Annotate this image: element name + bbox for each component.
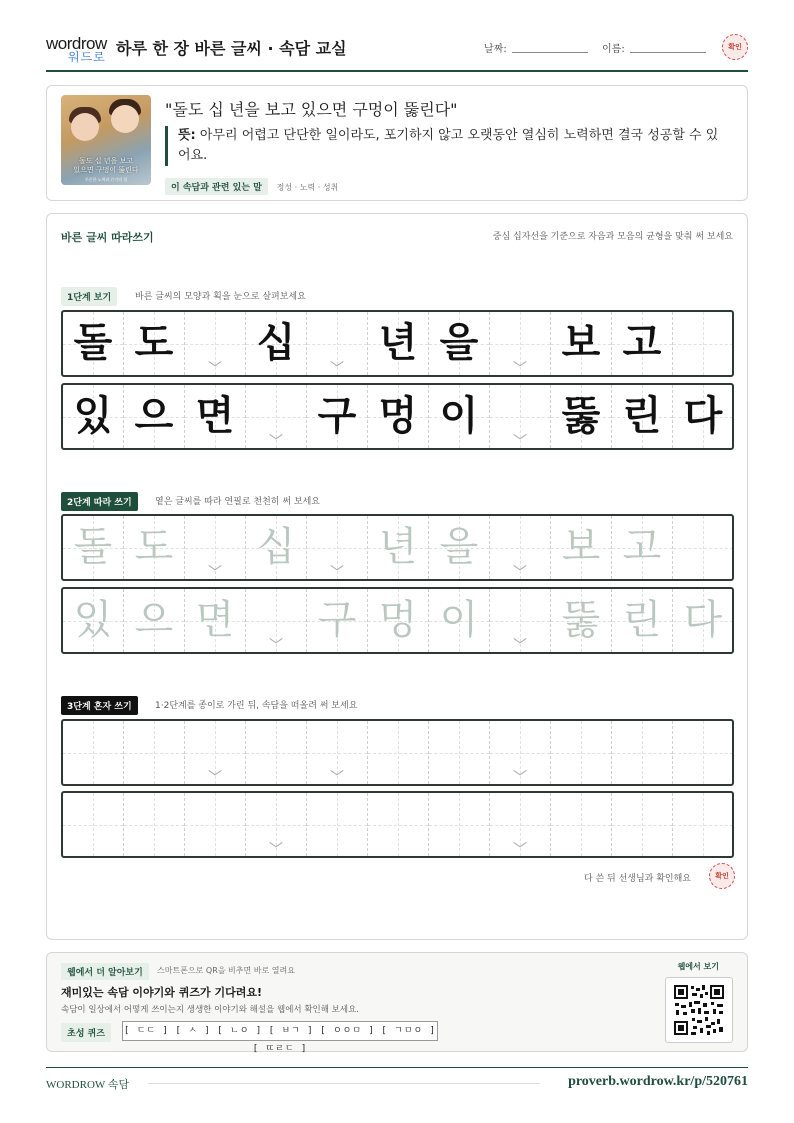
grid-cell[interactable]: [246, 589, 307, 652]
trace-character: 구: [317, 597, 357, 643]
date-label: 날짜:: [484, 44, 507, 55]
space-mark-icon: [331, 565, 343, 573]
model-character: 뚫: [561, 393, 601, 439]
grid-cell[interactable]: [673, 589, 734, 652]
grid-cell[interactable]: [307, 721, 368, 784]
grid-cell: [551, 385, 612, 448]
grid-cell[interactable]: [368, 516, 429, 579]
space-mark-icon: [514, 565, 526, 573]
grid-cell: [490, 312, 551, 375]
model-character: 보: [561, 320, 601, 366]
footer-rule: [148, 1083, 540, 1084]
model-character: 면: [195, 393, 235, 439]
grid-cell[interactable]: [673, 516, 734, 579]
logo-subtext: 워드로: [68, 50, 106, 64]
step1-desc: 바른 글씨의 모양과 획을 눈으로 살펴보세요: [135, 292, 306, 302]
grid-cell[interactable]: [124, 793, 185, 856]
grid-cell[interactable]: [307, 589, 368, 652]
proverb-illustration: [61, 95, 151, 185]
trace-character: 년: [378, 524, 418, 570]
model-character: 으: [134, 393, 174, 439]
footer-url[interactable]: proverb.wordrow.kr/p/520761: [568, 1074, 748, 1089]
grid-cell[interactable]: [429, 516, 490, 579]
grid-cell[interactable]: [551, 589, 612, 652]
space-mark-icon: [270, 842, 282, 850]
check-note: 다 쓴 뒤 선생님과 확인해요: [583, 874, 691, 884]
model-character: 고: [622, 320, 662, 366]
model-character: 구: [317, 393, 357, 439]
practice-panel: [46, 213, 748, 940]
step1-row-1: [61, 310, 734, 377]
trace-character: 면: [195, 597, 235, 643]
space-mark-icon: [514, 434, 526, 442]
model-character: 린: [622, 393, 662, 439]
practice-note: 중심 십자선을 기준으로 자음과 모음의 균형을 맞춰 써 보세요: [492, 232, 733, 242]
trace-character: 을: [439, 524, 479, 570]
grid-cell: [246, 312, 307, 375]
grid-cell: [124, 312, 185, 375]
grid-cell: [368, 385, 429, 448]
grid-cell: [185, 385, 246, 448]
grid-cell[interactable]: [63, 793, 124, 856]
step1-tag: 1단계 보기: [61, 287, 117, 306]
grid-cell[interactable]: [673, 721, 734, 784]
space-mark-icon: [331, 770, 343, 778]
step3-row-2[interactable]: [61, 791, 734, 858]
teacher-stamp: 확인: [709, 863, 735, 889]
grid-cell[interactable]: [246, 793, 307, 856]
grid-cell: [124, 385, 185, 448]
proverb-card: [46, 85, 748, 201]
grid-cell[interactable]: [490, 516, 551, 579]
grid-cell: [612, 385, 673, 448]
web-promo: [46, 952, 748, 1052]
promo-headline: 재미있는 속담 이야기와 퀴즈가 기다려요!: [61, 986, 262, 999]
step3-desc: 1·2단계를 종이로 가린 뒤, 속담을 떠올려 써 보세요: [155, 701, 358, 711]
grid-cell[interactable]: [63, 589, 124, 652]
space-mark-icon: [514, 361, 526, 369]
grid-cell[interactable]: [124, 589, 185, 652]
grid-cell[interactable]: [429, 589, 490, 652]
space-mark-icon: [270, 434, 282, 442]
caption-line-2: 있으면 구멍이 뚫린다: [73, 166, 139, 174]
grid-cell: [185, 312, 246, 375]
practice-title: 바른 글씨 따라쓰기: [61, 231, 154, 244]
grid-cell: [612, 312, 673, 375]
grid-cell[interactable]: [490, 589, 551, 652]
model-character: 년: [378, 320, 418, 366]
related-label: 이 속담과 관련 있는 말: [165, 178, 268, 195]
related-keywords: 정성 · 노력 · 성취: [276, 183, 339, 192]
name-field[interactable]: [630, 52, 706, 53]
meaning-text: 아무리 어렵고 단단한 일이라도, 포기하지 않고 오랫동안 열심히 노력하면 결국 성공할 수 있어요.: [178, 128, 719, 163]
grid-cell: [490, 385, 551, 448]
grid-cell: [63, 385, 124, 448]
chosung-quiz: [ ㄷㄷ ] [ ㅅ ] [ ㄴㅇ ] [ ㅂㄱ ] [ ㅇㅇㅁ ] [ ㄱㅁㅇ ] [ ㄸㄹㄷ ]: [122, 1021, 438, 1041]
trace-character: 이: [439, 597, 479, 643]
web-desc: 스마트폰으로 QR을 비추면 바로 열려요: [157, 966, 295, 975]
model-character: 있: [73, 393, 113, 439]
grid-cell: [246, 385, 307, 448]
illustration-subcaption: 꾸준한 노력과 끈기의 힘: [84, 177, 128, 182]
space-mark-icon: [209, 361, 221, 369]
model-character: 을: [439, 320, 479, 366]
grid-cell[interactable]: [612, 721, 673, 784]
grid-cell[interactable]: [185, 721, 246, 784]
proverb-text: "돌도 십 년을 보고 있으면 구멍이 뚫린다": [165, 100, 458, 119]
web-tag: 웹에서 더 알아보기: [61, 963, 149, 980]
trace-character: 보: [561, 524, 601, 570]
trace-character: 고: [622, 524, 662, 570]
model-character: 다: [683, 393, 723, 439]
space-mark-icon: [209, 565, 221, 573]
illustration-caption: [65, 157, 147, 175]
proverb-meaning: [165, 126, 725, 166]
wordrow-logo: [46, 34, 107, 64]
grid-cell[interactable]: [307, 516, 368, 579]
space-mark-icon: [209, 770, 221, 778]
page-title: 하루 한 장 바른 글씨 · 속담 교실: [116, 39, 347, 58]
grid-cell: [368, 312, 429, 375]
step2-row-1[interactable]: [61, 514, 734, 581]
caption-line-1: 돌도 십 년을 보고: [78, 157, 133, 165]
step2-tag: 2단계 따라 쓰기: [61, 492, 138, 511]
grid-cell[interactable]: [63, 516, 124, 579]
grid-cell: [673, 385, 734, 448]
meaning-label: 뜻:: [178, 128, 196, 143]
qr-label: 웹에서 보기: [677, 962, 719, 971]
step3-row-1[interactable]: [61, 719, 734, 786]
grid-cell[interactable]: [368, 589, 429, 652]
grid-cell[interactable]: [368, 721, 429, 784]
footer-divider: [46, 1067, 748, 1068]
grid-cell[interactable]: [551, 721, 612, 784]
model-character: 멍: [378, 393, 418, 439]
trace-character: 돌: [73, 524, 113, 570]
grid-cell: [429, 385, 490, 448]
space-mark-icon: [270, 638, 282, 646]
figure-face-2: [111, 105, 139, 133]
step3-tag: 3단계 혼자 쓰기: [61, 696, 138, 715]
model-character: 이: [439, 393, 479, 439]
space-mark-icon: [514, 842, 526, 850]
grid-cell: [307, 385, 368, 448]
quiz-label: 초성 퀴즈: [61, 1023, 111, 1042]
grid-cell[interactable]: [368, 793, 429, 856]
space-mark-icon: [331, 361, 343, 369]
trace-character: 뚫: [561, 597, 601, 643]
page-header: [46, 32, 748, 72]
figure-face-1: [71, 113, 99, 141]
trace-character: 린: [622, 597, 662, 643]
grid-cell[interactable]: [490, 721, 551, 784]
related-words: [165, 178, 338, 195]
grid-cell[interactable]: [124, 721, 185, 784]
trace-character: 십: [256, 524, 296, 570]
grid-cell[interactable]: [124, 516, 185, 579]
grid-cell: [551, 312, 612, 375]
grid-cell[interactable]: [612, 589, 673, 652]
confirm-stamp: 확인: [722, 34, 748, 60]
grid-cell[interactable]: [185, 516, 246, 579]
date-field[interactable]: [512, 52, 588, 53]
grid-cell[interactable]: [246, 721, 307, 784]
name-label: 이름:: [602, 44, 625, 55]
grid-cell[interactable]: [246, 516, 307, 579]
trace-character: 도: [134, 524, 174, 570]
grid-cell[interactable]: [429, 793, 490, 856]
grid-cell[interactable]: [490, 793, 551, 856]
model-character: 돌: [73, 320, 113, 366]
grid-cell[interactable]: [307, 793, 368, 856]
step2-desc: 옅은 글씨를 따라 연필로 천천히 써 보세요: [155, 497, 320, 507]
promo-description: 속담이 일상에서 어떻게 쓰이는지 생생한 이야기와 해설을 웹에서 확인해 보세요.: [61, 1005, 359, 1015]
trace-character: 으: [134, 597, 174, 643]
grid-cell: [307, 312, 368, 375]
grid-cell[interactable]: [185, 793, 246, 856]
space-mark-icon: [514, 770, 526, 778]
step1-row-2: [61, 383, 734, 450]
logo-text: wordrow: [46, 34, 107, 53]
space-mark-icon: [514, 638, 526, 646]
model-character: 도: [134, 320, 174, 366]
step2-row-2[interactable]: [61, 587, 734, 654]
grid-cell[interactable]: [551, 516, 612, 579]
grid-cell: [429, 312, 490, 375]
grid-cell[interactable]: [673, 793, 734, 856]
grid-cell: [63, 312, 124, 375]
qr-code-icon[interactable]: [665, 977, 733, 1043]
trace-character: 있: [73, 597, 113, 643]
grid-cell: [673, 312, 734, 375]
grid-cell[interactable]: [185, 589, 246, 652]
grid-cell[interactable]: [612, 516, 673, 579]
grid-cell[interactable]: [551, 793, 612, 856]
trace-character: 다: [683, 597, 723, 643]
footer-brand: WORDROW 속담: [46, 1079, 130, 1091]
grid-cell[interactable]: [63, 721, 124, 784]
grid-cell[interactable]: [429, 721, 490, 784]
model-character: 십: [256, 320, 296, 366]
qr-code-graphic: [666, 978, 732, 1042]
grid-cell[interactable]: [612, 793, 673, 856]
trace-character: 멍: [378, 597, 418, 643]
